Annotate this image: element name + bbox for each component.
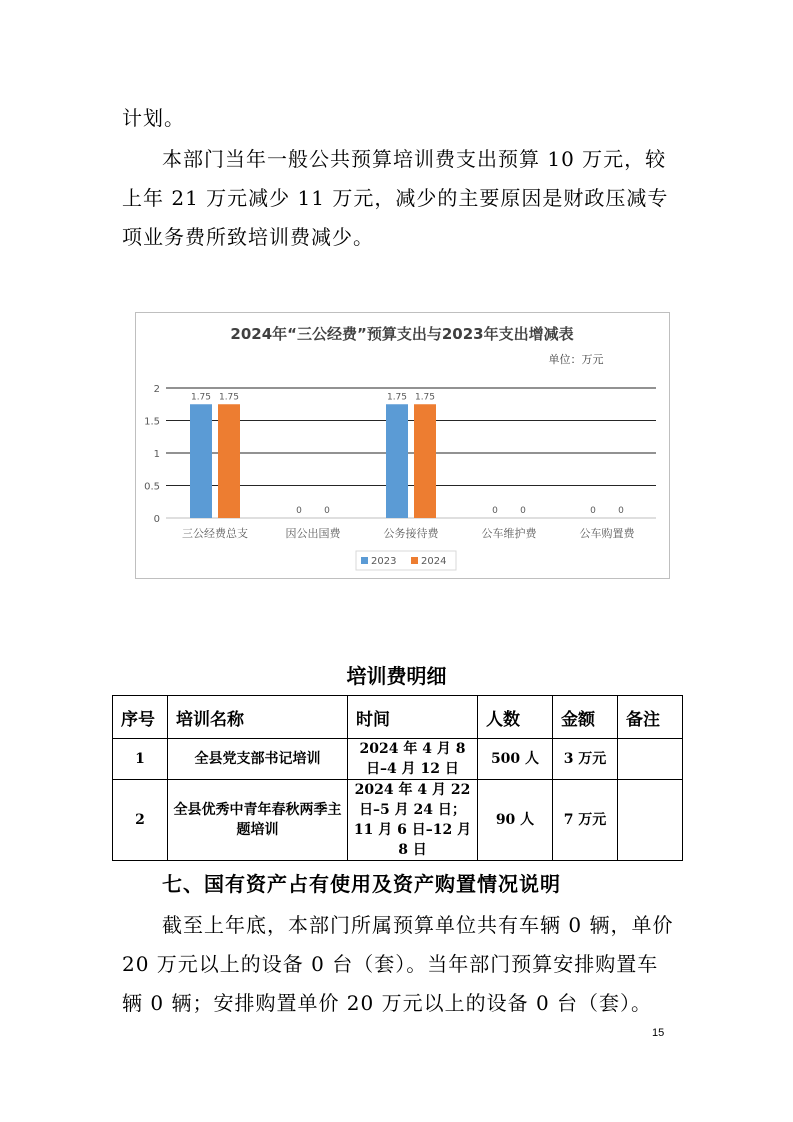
chart-unit-note: 单位：万元 bbox=[548, 353, 604, 366]
chart-title: 2024年“三公经费”预算支出与2023年支出增减表 bbox=[230, 325, 574, 343]
legend-label: 2023 bbox=[371, 556, 397, 567]
table-header-row bbox=[113, 696, 683, 739]
data-label: 0 bbox=[618, 506, 624, 516]
three-public-expenses-chart bbox=[135, 312, 670, 579]
data-label: 0 bbox=[296, 506, 302, 516]
cell-name: 全县党支部书记培训 bbox=[168, 739, 348, 780]
data-label: 1.75 bbox=[414, 392, 436, 403]
header-no: 序号 bbox=[113, 696, 168, 739]
bar bbox=[386, 404, 408, 518]
cell-amount: 3 万元 bbox=[553, 739, 618, 780]
data-label: 1.75 bbox=[190, 392, 212, 403]
legend-label: 2024 bbox=[421, 556, 447, 567]
cell-no: 2 bbox=[113, 780, 168, 861]
continuation-paragraph: 计划。 bbox=[122, 106, 185, 130]
cell-no: 1 bbox=[113, 739, 168, 780]
cell-amount: 7 万元 bbox=[553, 780, 618, 861]
training-fee-paragraph: 本部门当年一般公共预算培训费支出预算 10 万元，较上年 21 万元减少 11 万元，减少的主要原因是财政压减专项业务费所致培训费减少。 bbox=[122, 147, 669, 249]
cell-note bbox=[618, 780, 683, 861]
y-tick-label: 2 bbox=[153, 384, 160, 395]
header-time: 时间 bbox=[348, 696, 478, 739]
y-tick-label: 0.5 bbox=[144, 481, 160, 493]
table-title: 培训费明细 bbox=[346, 664, 447, 688]
y-tick-label: 1 bbox=[153, 449, 160, 460]
cell-people: 90 人 bbox=[478, 780, 553, 861]
chart-svg bbox=[136, 313, 669, 578]
cell-time: 2024 年 4 月 8 日–4 月 12 日 bbox=[348, 739, 478, 780]
data-label: 1.75 bbox=[386, 392, 408, 403]
bar bbox=[414, 404, 436, 518]
data-label: 0 bbox=[492, 506, 498, 516]
chart-bars bbox=[190, 404, 436, 518]
y-tick-label: 1.5 bbox=[144, 416, 160, 428]
legend-swatch bbox=[411, 557, 418, 564]
header-people: 人数 bbox=[478, 696, 553, 739]
data-label: 0 bbox=[324, 506, 330, 516]
x-tick-label: 公车购置费 bbox=[579, 527, 635, 540]
x-tick-label: 三公经费总支 bbox=[182, 527, 248, 540]
training-fee-detail-table bbox=[112, 695, 683, 861]
x-tick-label: 因公出国费 bbox=[285, 527, 341, 540]
data-label: 1.75 bbox=[218, 392, 240, 403]
table-row bbox=[113, 739, 683, 780]
x-tick-label: 公车维护费 bbox=[481, 527, 537, 540]
data-label: 0 bbox=[590, 506, 596, 516]
cell-note bbox=[618, 739, 683, 780]
chart-x-axis bbox=[182, 526, 635, 540]
cell-people: 500 人 bbox=[478, 739, 553, 780]
data-label: 0 bbox=[520, 506, 526, 516]
table-row bbox=[113, 780, 683, 861]
cell-time: 2024 年 4 月 22 日–5 月 24 日；11 月 6 日–12 月 8 日 bbox=[348, 780, 478, 861]
section-heading: 七、国有资产占有使用及资产购置情况说明 bbox=[162, 872, 561, 896]
bar bbox=[190, 404, 212, 518]
legend-swatch bbox=[361, 557, 368, 564]
chart-legend bbox=[356, 551, 456, 570]
y-tick-label: 0 bbox=[153, 514, 160, 525]
assets-paragraph: 截至上年底，本部门所属预算单位共有车辆 0 辆，单价 20 万元以上的设备 0 台（套）。当年部门预算安排购置车辆 0 辆；安排购置单价 20 万元以上的设备 0 台（套）。 bbox=[122, 913, 674, 1015]
header-note: 备注 bbox=[618, 696, 683, 739]
x-tick-label: 公务接待费 bbox=[383, 527, 439, 540]
bar bbox=[218, 404, 240, 518]
cell-name: 全县优秀中青年春秋两季主题培训 bbox=[168, 780, 348, 861]
page-number: 15 bbox=[652, 1027, 665, 1039]
header-name: 培训名称 bbox=[168, 696, 348, 739]
chart-y-axis bbox=[144, 384, 160, 525]
header-amount: 金额 bbox=[553, 696, 618, 739]
